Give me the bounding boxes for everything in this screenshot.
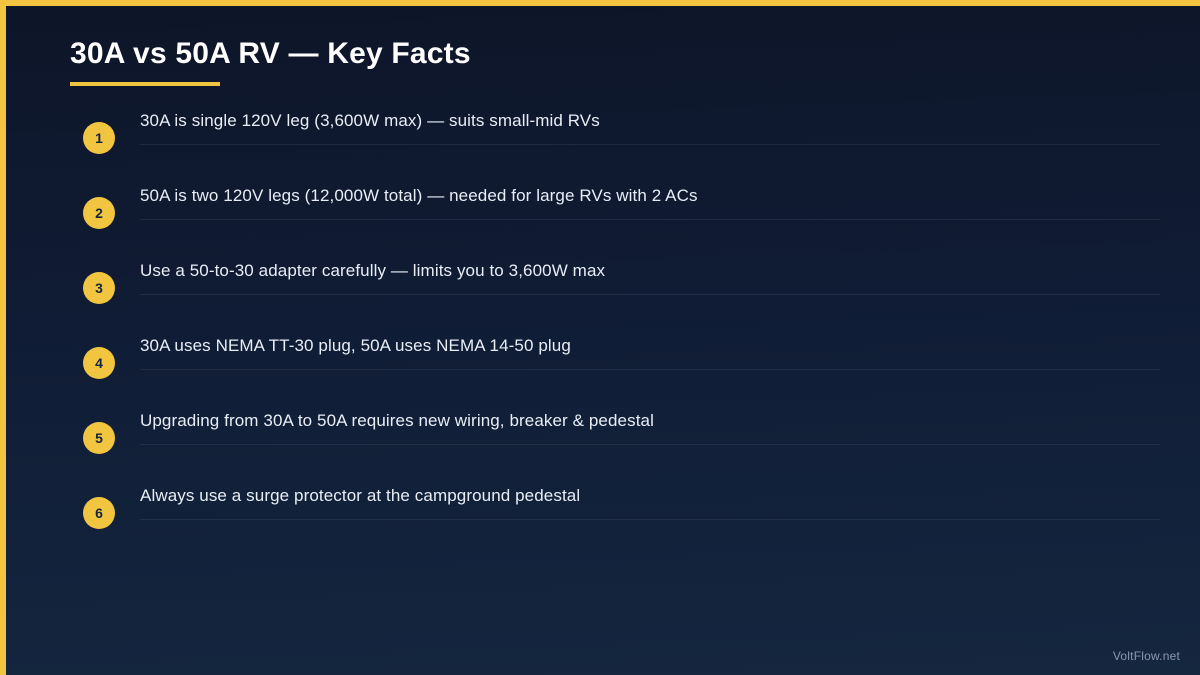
left-accent-bar bbox=[0, 6, 6, 675]
facts-list bbox=[70, 103, 1160, 553]
fact-divider bbox=[140, 519, 1160, 520]
fact-text: Use a 50-to-30 adapter carefully — limits you to 3,600W max bbox=[140, 261, 606, 280]
list-item bbox=[70, 103, 1160, 178]
title-block bbox=[70, 34, 471, 86]
fact-divider bbox=[140, 294, 1160, 295]
list-item bbox=[70, 478, 1160, 553]
fact-number-badge: 4 bbox=[83, 347, 115, 379]
fact-text: 30A uses NEMA TT-30 plug, 50A uses NEMA 14-50 plug bbox=[140, 336, 571, 355]
list-item bbox=[70, 178, 1160, 253]
fact-text: Upgrading from 30A to 50A requires new wiring, breaker & pedestal bbox=[140, 411, 654, 430]
fact-number-badge: 6 bbox=[83, 497, 115, 529]
fact-divider bbox=[140, 369, 1160, 370]
fact-text: 50A is two 120V legs (12,000W total) — needed for large RVs with 2 ACs bbox=[140, 186, 698, 205]
fact-number-badge: 3 bbox=[83, 272, 115, 304]
fact-text: Always use a surge protector at the campground pedestal bbox=[140, 486, 581, 505]
top-accent-bar bbox=[0, 0, 1200, 6]
fact-divider bbox=[140, 144, 1160, 145]
list-item bbox=[70, 328, 1160, 403]
fact-number-badge: 1 bbox=[83, 122, 115, 154]
page-title: 30A vs 50A RV — Key Facts bbox=[70, 37, 471, 70]
fact-number-badge: 5 bbox=[83, 422, 115, 454]
watermark: VoltFlow.net bbox=[1112, 649, 1180, 663]
title-underline bbox=[70, 82, 220, 86]
fact-divider bbox=[140, 219, 1160, 220]
fact-text: 30A is single 120V leg (3,600W max) — suits small-mid RVs bbox=[140, 111, 600, 130]
fact-number-badge: 2 bbox=[83, 197, 115, 229]
list-item bbox=[70, 253, 1160, 328]
fact-divider bbox=[140, 444, 1160, 445]
list-item bbox=[70, 403, 1160, 478]
